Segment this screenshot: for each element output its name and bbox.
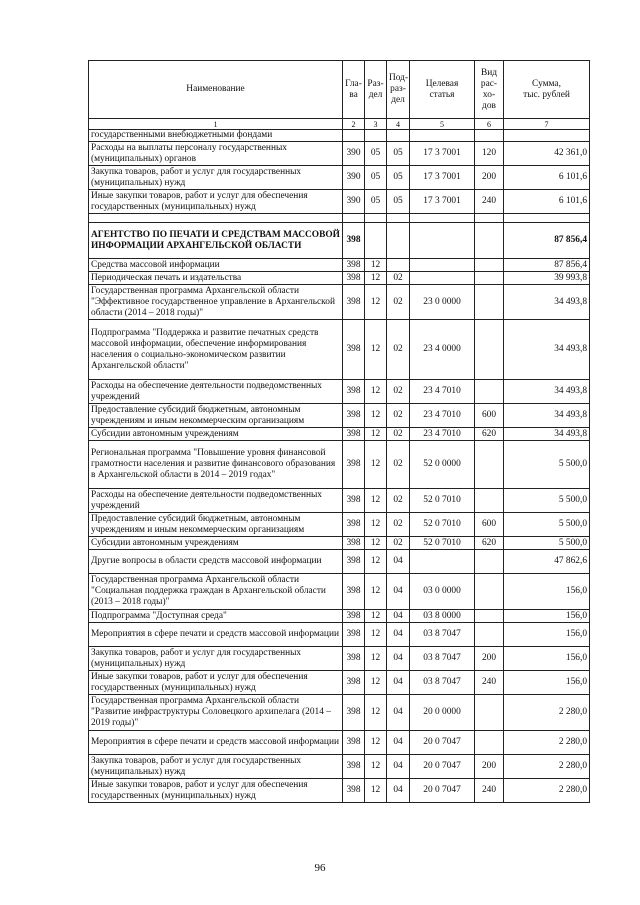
row-section: [365, 223, 387, 259]
row-expense-type: [475, 130, 504, 142]
row-name: Субсидии автономным учреждениям: [89, 428, 343, 441]
row-chapter: 398: [343, 779, 365, 803]
row-expense-type: [475, 550, 504, 574]
row-amount: 47 862,6: [504, 550, 590, 574]
row-amount: 87 856,4: [504, 259, 590, 272]
row-amount: 87 856,4: [504, 223, 590, 259]
row-target-article: 52 0 0000: [410, 441, 475, 489]
row-amount: 42 361,0: [504, 142, 590, 166]
row-amount: 5 500,0: [504, 489, 590, 513]
row-section: 05: [365, 190, 387, 214]
row-section: 05: [365, 142, 387, 166]
table-row: [89, 755, 590, 779]
table-row: [89, 380, 590, 404]
row-name: Закупка товаров, работ и услуг для государственных (муниципальных) нужд: [89, 166, 343, 190]
row-section: 12: [365, 441, 387, 489]
column-number: 7: [504, 119, 590, 130]
table-row: [89, 647, 590, 671]
table-row: [89, 404, 590, 428]
table-row: [89, 166, 590, 190]
row-name: Периодическая печать и издательства: [89, 272, 343, 285]
row-section: 12: [365, 695, 387, 731]
header-chapter: Гла- ва: [343, 61, 365, 119]
table-row: [89, 513, 590, 537]
row-section: 12: [365, 537, 387, 550]
spacer-row: [89, 214, 590, 223]
table-row: [89, 695, 590, 731]
row-expense-type: 600: [475, 404, 504, 428]
row-chapter: 398: [343, 428, 365, 441]
table-row: [89, 259, 590, 272]
row-target-article: 20 0 0000: [410, 695, 475, 731]
row-target-article: 23 0 0000: [410, 285, 475, 320]
row-name: Расходы на выплаты персоналу государственных (муниципальных) органов: [89, 142, 343, 166]
row-expense-type: 200: [475, 647, 504, 671]
row-amount: 156,0: [504, 574, 590, 610]
row-chapter: 398: [343, 610, 365, 623]
row-section: 12: [365, 610, 387, 623]
row-target-article: 20 0 7047: [410, 755, 475, 779]
row-section: 12: [365, 779, 387, 803]
row-chapter: 398: [343, 550, 365, 574]
row-chapter: 390: [343, 190, 365, 214]
row-subsection: 04: [387, 574, 410, 610]
row-name: Субсидии автономным учреждениям: [89, 537, 343, 550]
table-row: [89, 537, 590, 550]
row-subsection: 02: [387, 428, 410, 441]
row-amount: 2 280,0: [504, 779, 590, 803]
row-subsection: [387, 223, 410, 259]
table-row: [89, 623, 590, 647]
row-section: 12: [365, 489, 387, 513]
header-name: Наименование: [89, 61, 343, 119]
row-subsection: 04: [387, 550, 410, 574]
row-target-article: 03 8 0000: [410, 610, 475, 623]
row-expense-type: [475, 610, 504, 623]
row-chapter: 398: [343, 285, 365, 320]
row-amount: 5 500,0: [504, 441, 590, 489]
row-target-article: 23 4 7010: [410, 428, 475, 441]
row-target-article: [410, 130, 475, 142]
table-row: [89, 779, 590, 803]
row-target-article: [410, 550, 475, 574]
row-amount: 34 493,8: [504, 404, 590, 428]
row-amount: 156,0: [504, 647, 590, 671]
row-chapter: 398: [343, 272, 365, 285]
table-row: [89, 190, 590, 214]
row-expense-type: [475, 320, 504, 380]
row-chapter: 398: [343, 671, 365, 695]
budget-table: [88, 60, 590, 803]
table-row: [89, 671, 590, 695]
row-chapter: 398: [343, 647, 365, 671]
table-row: [89, 142, 590, 166]
row-name: Средства массовой информации: [89, 259, 343, 272]
row-chapter: 398: [343, 755, 365, 779]
row-section: 12: [365, 428, 387, 441]
row-name: Предоставление субсидий бюджетным, автономным учреждениям и иным некоммерческим организациям: [89, 513, 343, 537]
row-expense-type: [475, 489, 504, 513]
row-name: Закупка товаров, работ и услуг для государственных (муниципальных) нужд: [89, 755, 343, 779]
row-name: Подпрограмма "Поддержка и развитие печатных средств массовой информации, обеспечение информирования населения о социально-экономическом развитии Архангельской области": [89, 320, 343, 380]
row-target-article: 03 8 7047: [410, 623, 475, 647]
row-section: 12: [365, 320, 387, 380]
row-section: 12: [365, 404, 387, 428]
table-row: [89, 130, 590, 142]
row-target-article: 03 0 0000: [410, 574, 475, 610]
row-subsection: 02: [387, 404, 410, 428]
row-name: Иные закупки товаров, работ и услуг для обеспечения государственных (муниципальных) нужд: [89, 779, 343, 803]
row-expense-type: [475, 259, 504, 272]
row-subsection: 02: [387, 380, 410, 404]
row-expense-type: [475, 441, 504, 489]
row-chapter: 398: [343, 513, 365, 537]
row-target-article: 23 4 7010: [410, 404, 475, 428]
row-target-article: 03 8 7047: [410, 647, 475, 671]
row-expense-type: [475, 695, 504, 731]
row-section: 12: [365, 285, 387, 320]
row-subsection: 02: [387, 489, 410, 513]
row-section: 12: [365, 574, 387, 610]
row-amount: 6 101,6: [504, 190, 590, 214]
row-chapter: 398: [343, 623, 365, 647]
table-row: [89, 223, 590, 259]
row-target-article: [410, 272, 475, 285]
row-section: 12: [365, 272, 387, 285]
row-target-article: [410, 214, 475, 223]
row-amount: 6 101,6: [504, 166, 590, 190]
row-chapter: 398: [343, 731, 365, 755]
row-expense-type: 620: [475, 537, 504, 550]
row-section: 05: [365, 166, 387, 190]
row-name: Иные закупки товаров, работ и услуг для обеспечения государственных (муниципальных) нужд: [89, 671, 343, 695]
row-amount: 34 493,8: [504, 320, 590, 380]
column-number-row: [89, 119, 590, 130]
row-chapter: 398: [343, 259, 365, 272]
row-amount: [504, 130, 590, 142]
column-number: 2: [343, 119, 365, 130]
row-expense-type: [475, 214, 504, 223]
row-target-article: 20 0 7047: [410, 779, 475, 803]
table-row: [89, 285, 590, 320]
row-chapter: 398: [343, 489, 365, 513]
row-section: [365, 214, 387, 223]
row-name: государственными внебюджетными фондами: [89, 130, 343, 142]
row-amount: 2 280,0: [504, 695, 590, 731]
row-name: Мероприятия в сфере печати и средств массовой информации: [89, 623, 343, 647]
row-subsection: 02: [387, 272, 410, 285]
header-target-article: Целевая статья: [410, 61, 475, 119]
row-section: 12: [365, 731, 387, 755]
row-target-article: 52 0 7010: [410, 489, 475, 513]
row-chapter: [343, 214, 365, 223]
row-chapter: [343, 130, 365, 142]
header-row: [89, 61, 590, 119]
row-name: [89, 214, 343, 223]
row-subsection: 05: [387, 190, 410, 214]
row-name: Региональная программа "Повышение уровня финансовой грамотности населения и развитие финансового образования в Архангельской области в 2014 – 2019 годах": [89, 441, 343, 489]
table-body: [89, 130, 590, 803]
row-chapter: 398: [343, 380, 365, 404]
row-target-article: 03 8 7047: [410, 671, 475, 695]
row-chapter: 398: [343, 695, 365, 731]
row-subsection: 02: [387, 537, 410, 550]
row-chapter: 398: [343, 404, 365, 428]
row-name: Расходы на обеспечение деятельности подведомственных учреждений: [89, 380, 343, 404]
row-expense-type: [475, 285, 504, 320]
row-amount: 34 493,8: [504, 285, 590, 320]
row-subsection: 04: [387, 671, 410, 695]
row-section: 12: [365, 513, 387, 537]
row-subsection: 04: [387, 755, 410, 779]
row-subsection: 04: [387, 779, 410, 803]
row-chapter: 398: [343, 537, 365, 550]
header-subsection: Под- раз- дел: [387, 61, 410, 119]
row-target-article: 23 4 0000: [410, 320, 475, 380]
row-target-article: [410, 259, 475, 272]
row-name: Государственная программа Архангельской области "Эффективное государственное управление в Архангельской области (2014 – 2018 годы)": [89, 285, 343, 320]
row-expense-type: [475, 223, 504, 259]
column-number: 4: [387, 119, 410, 130]
table-row: [89, 489, 590, 513]
row-subsection: 04: [387, 695, 410, 731]
row-target-article: 17 3 7001: [410, 142, 475, 166]
row-expense-type: [475, 272, 504, 285]
table-row: [89, 550, 590, 574]
row-name: Предоставление субсидий бюджетным, автономным учреждениям и иным некоммерческим организациям: [89, 404, 343, 428]
header-amount: Сумма, тыс. рублей: [504, 61, 590, 119]
column-number: 3: [365, 119, 387, 130]
row-chapter: 390: [343, 166, 365, 190]
column-number: 5: [410, 119, 475, 130]
row-subsection: [387, 214, 410, 223]
row-section: 12: [365, 671, 387, 695]
table-row: [89, 320, 590, 380]
row-section: 12: [365, 755, 387, 779]
row-section: 12: [365, 259, 387, 272]
row-subsection: 04: [387, 731, 410, 755]
row-chapter: 398: [343, 441, 365, 489]
row-target-article: 52 0 7010: [410, 537, 475, 550]
row-expense-type: 240: [475, 779, 504, 803]
row-subsection: [387, 130, 410, 142]
column-number: 6: [475, 119, 504, 130]
row-amount: 156,0: [504, 671, 590, 695]
row-name: Государственная программа Архангельской области "Социальная поддержка граждан в Архангельской области (2013 – 2018 годы)": [89, 574, 343, 610]
row-target-article: 52 0 7010: [410, 513, 475, 537]
row-subsection: 02: [387, 320, 410, 380]
row-name: Мероприятия в сфере печати и средств массовой информации: [89, 731, 343, 755]
row-subsection: 05: [387, 142, 410, 166]
row-expense-type: 200: [475, 166, 504, 190]
row-subsection: 05: [387, 166, 410, 190]
row-amount: 156,0: [504, 623, 590, 647]
row-amount: 39 993,8: [504, 272, 590, 285]
row-amount: 156,0: [504, 610, 590, 623]
row-expense-type: 240: [475, 671, 504, 695]
row-expense-type: [475, 623, 504, 647]
row-expense-type: 120: [475, 142, 504, 166]
row-name: Подпрограмма "Доступная среда": [89, 610, 343, 623]
row-chapter: 398: [343, 320, 365, 380]
row-name: Государственная программа Архангельской области "Развитие инфраструктуры Соловецкого архипелага (2014 – 2019 годы)": [89, 695, 343, 731]
row-target-article: 17 3 7001: [410, 190, 475, 214]
row-subsection: 02: [387, 513, 410, 537]
table-row: [89, 272, 590, 285]
row-expense-type: [475, 574, 504, 610]
table-row: [89, 610, 590, 623]
row-subsection: 02: [387, 441, 410, 489]
row-subsection: 04: [387, 647, 410, 671]
table-row: [89, 441, 590, 489]
row-target-article: 17 3 7001: [410, 166, 475, 190]
row-name: АГЕНТСТВО ПО ПЕЧАТИ И СРЕДСТВАМ МАССОВОЙ ИНФОРМАЦИИ АРХАНГЕЛЬСКОЙ ОБЛАСТИ: [89, 223, 343, 259]
row-expense-type: 240: [475, 190, 504, 214]
page-number: 96: [314, 862, 326, 874]
row-expense-type: [475, 380, 504, 404]
row-expense-type: 200: [475, 755, 504, 779]
row-target-article: 20 0 7047: [410, 731, 475, 755]
row-section: 12: [365, 623, 387, 647]
column-number: 1: [89, 119, 343, 130]
row-subsection: 04: [387, 610, 410, 623]
row-amount: 2 280,0: [504, 731, 590, 755]
row-amount: 5 500,0: [504, 513, 590, 537]
row-subsection: 04: [387, 623, 410, 647]
row-amount: [504, 214, 590, 223]
row-subsection: 02: [387, 285, 410, 320]
row-name: Расходы на обеспечение деятельности подведомственных учреждений: [89, 489, 343, 513]
table-row: [89, 428, 590, 441]
row-expense-type: 600: [475, 513, 504, 537]
row-section: 12: [365, 550, 387, 574]
row-section: 12: [365, 380, 387, 404]
row-target-article: 23 4 7010: [410, 380, 475, 404]
header-expense-type: Вид рас- хо- дов: [475, 61, 504, 119]
row-name: Закупка товаров, работ и услуг для государственных (муниципальных) нужд: [89, 647, 343, 671]
row-chapter: 390: [343, 142, 365, 166]
row-name: Другие вопросы в области средств массовой информации: [89, 550, 343, 574]
row-chapter: 398: [343, 574, 365, 610]
row-section: 12: [365, 647, 387, 671]
row-section: [365, 130, 387, 142]
row-amount: 5 500,0: [504, 537, 590, 550]
row-expense-type: 620: [475, 428, 504, 441]
table-row: [89, 574, 590, 610]
row-chapter: 398: [343, 223, 365, 259]
row-amount: 34 493,8: [504, 380, 590, 404]
row-amount: 2 280,0: [504, 755, 590, 779]
table-row: [89, 731, 590, 755]
header-section: Раз- дел: [365, 61, 387, 119]
row-name: Иные закупки товаров, работ и услуг для обеспечения государственных (муниципальных) нужд: [89, 190, 343, 214]
row-amount: 34 493,8: [504, 428, 590, 441]
row-subsection: [387, 259, 410, 272]
row-expense-type: [475, 731, 504, 755]
row-target-article: [410, 223, 475, 259]
